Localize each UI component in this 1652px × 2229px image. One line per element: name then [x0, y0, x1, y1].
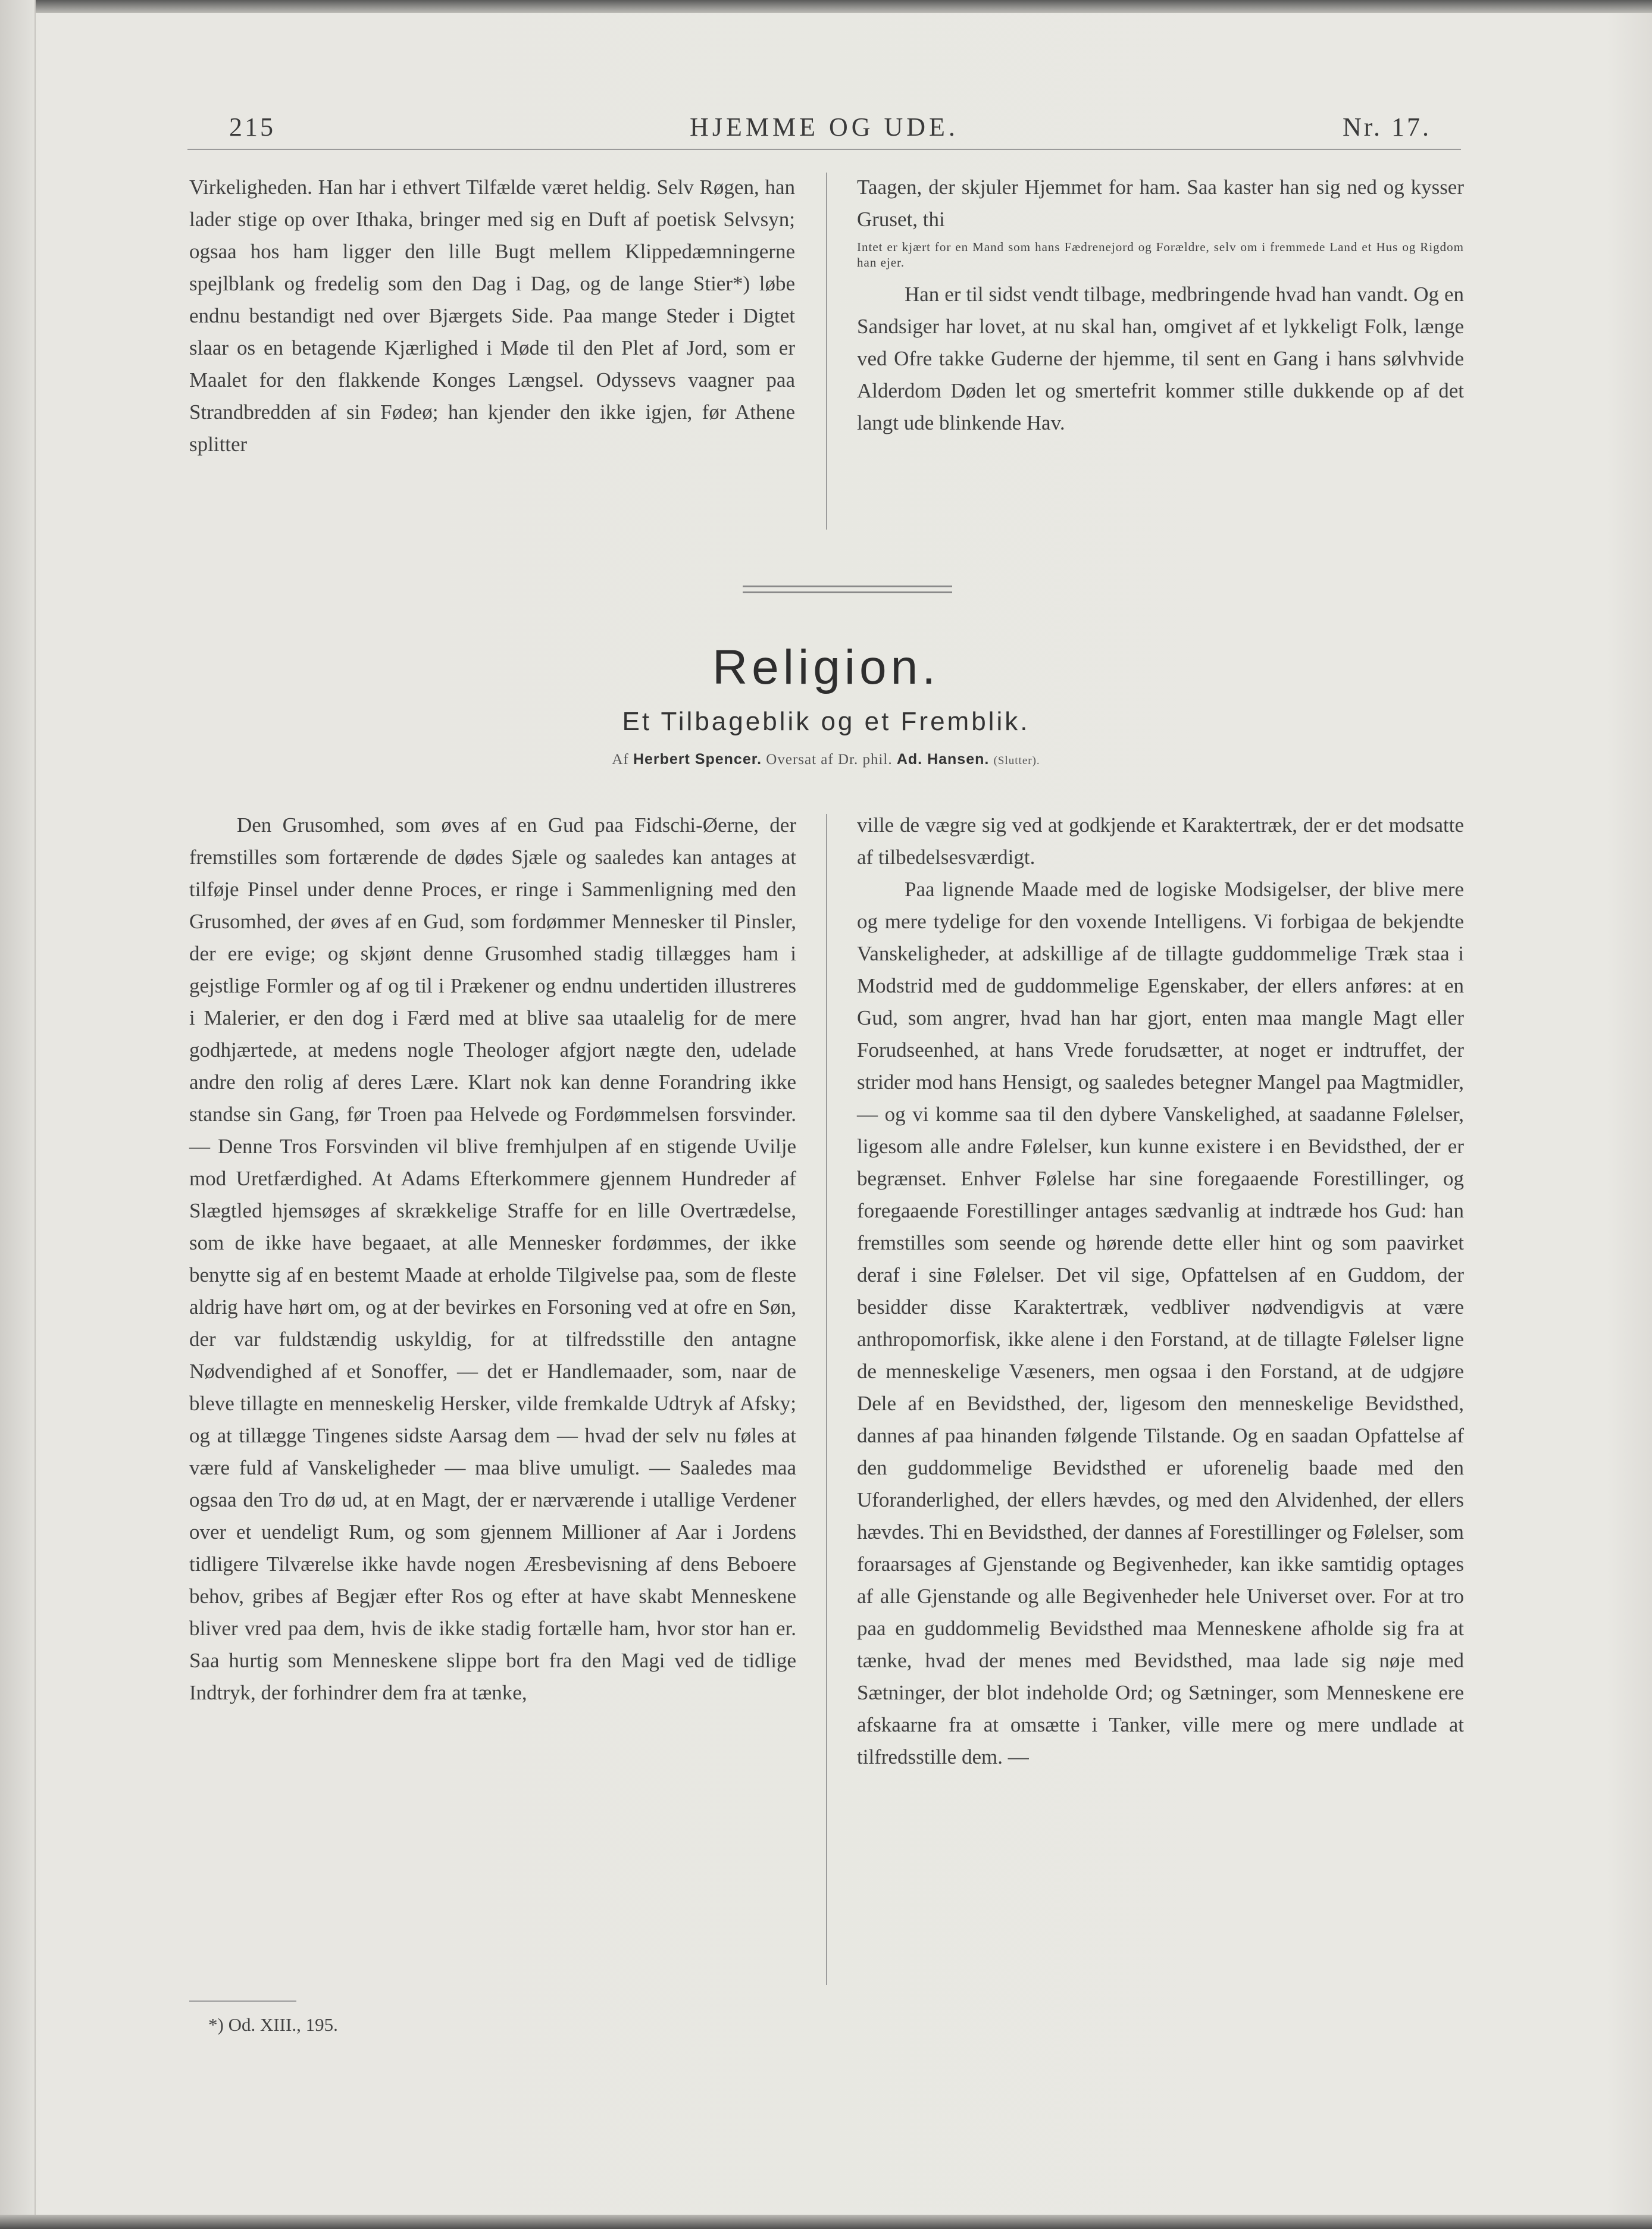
article-right-column	[857, 809, 1464, 1773]
article-title: Religion.	[712, 640, 940, 694]
paragraph: Paa lignende Maade med de logiske Modsigelser, der blive mere og mere tydelige for den voxende Intelligens. Vi forbigaa de bekjendte Vanskeligheder, at adskillige af de tillagte guddommelige Træk staa i Modstrid med de guddommelige Egenskaber, der ellers anføres: at en Gud, som angrer, hvad han har gjort, enten maa mangle Magt eller Forudseenhed, at hans Vrede forudsætter, at noget er indtruffet, der strider mod hans Hensigt, og saaledes betegner Mangel paa Magtmidler, — og vi komme saa til den dybere Vanskelighed, at saadanne Følelser, ligesom alle andre Følelser, kun kunne existere i en Bevidsthed, der er begrænset. Enhver Følelse har sine foregaaende Forestillinger, og foregaaende Forestillinger antages sædvanlig at indtræde hos Gud: han fremstilles som seende og hørende dette eller hint og som paavirket deraf i sine Følelser. Det vil sige, Opfattelsen af en Guddom, der besidder disse Karaktertræk, vedbliver nødvendigvis at være anthropomorfisk, ikke alene i den Forstand, at de tillagte Følelser ligne de menneskelige Væseners, men ogsaa i den Forstand, at de udgjøre Dele af en Bevidsthed, der, ligesom den menneskelige Bevidsthed, dannes af paa hinanden følgende Tilstande. Og en saadan Opfattelse af den guddommelige Bevidsthed er uforenelig baade med den Uforanderlighed, der ellers hævdes, og med den Alvidenhed, der ellers hævdes. Thi en Bevidsthed, der dannes af Forestillinger og Følelser, som foraarsages af Gjenstande og Begivenheder, kan ikke samtidig optages af alle Gjenstande og alle Begivenheder hele Universet over. For at tro paa en guddommelig Bevidsthed maa Menneskene afholde sig fra at tænke, hvad der menes med Bevidsthed, maa lade sig nøje med Sætninger, der blot indeholde Ord; og Sætninger, som Menneskene ere afskaarne fra at omsætte i Tanker, ville mere og mere undlade at tilfredsstille dem. —	[857, 878, 1464, 1768]
verse-quote: Intet er kjært for en Mand som hans Fædrenejord og Forældre, selv om i fremmede Land et Hus og Rigdom han ejer.	[857, 240, 1464, 270]
issue-number: Nr. 17.	[1343, 112, 1431, 142]
article-subtitle: Et Tilbageblik og et Fremblik.	[622, 707, 1030, 736]
running-header	[187, 107, 1461, 150]
column-divider	[826, 814, 827, 1985]
scan-bottom-edge	[0, 2215, 1652, 2229]
byline	[0, 751, 1652, 768]
paragraph: Den Grusomhed, som øves af en Gud paa Fidschi-Øerne, der fremstilles som fortærende de dødes Sjæle og saaledes kan antages at tilføje Pinsel under denne Proces, er ringe i Sammenligning med den Grusomhed, der øves af en Gud, som fordømmer Mennesker til Pinsler, der ere evige; og skjønt denne Grusomhed stadig tillægges ham i gejstlige Formler og af og til i Prækener og endnu undertiden illustreres i Malerier, er den dog i Færd med at blive saa utaalelig for de mere godhjærtede, at medens nogle Theologer afgjort nægte den, udelade andre den rolig af deres Lære. Klart nok kan denne Forandring ikke standse sin Gang, før Troen paa Helvede og Fordømmelsen forsvinder. — Denne Tros Forsvinden vil blive fremhjulpen af en stigende Uvilje mod Uretfærdighed. At Adams Efterkommere gjennem Hundreder af Slægtled hjemsøges af skrækkelige Straffe for en lille Overtrædelse, som de ikke have begaaet, at alle Mennesker fordømmes, der ikke benytte sig af en bestemt Maade at erholde Tilgivelse paa, som de fleste aldrig have hørt om, og at der bevirkes en Forsoning ved at ofre en Søn, der var fuldstændig uskyldig, for at tilfredsstille den antagne Nødvendighed af et Sonoffer, — det er Handlemaader, som, naar de bleve tillagte en menneskelig Hersker, vilde fremkalde Udtryk af Afsky; og at tillægge Tingenes sidste Aarsag dem — hvad der selv nu føles at være fuld af Vanskeligheder — maa blive umuligt. — Saaledes maa ogsaa den Tro dø ud, at en Magt, der er nærværende i utallige Verdener over et uendeligt Rum, og som gjennem Millioner af Aar i Jordens tidligere Tilværelse ikke havde nogen Æresbevisning af dens Beboere behov, gribes af Begjær efter Ros og efter at have skabt Menneskene bliver vred paa dem, hvis de ikke stadig fortælle ham, hvor stor han er. Saa hurtig som Menneskene slippe bort fra den Magi ved de tidlige Indtryk, der forhindrer dem fra at tænke,	[189, 813, 796, 1704]
scan-top-edge	[0, 0, 1652, 13]
paragraph: Taagen, der skjuler Hjemmet for ham. Saa kaster han sig ned og kysser Gruset, thi	[857, 176, 1464, 231]
top-left-column	[189, 171, 795, 461]
paragraph: Han er til sidst vendt tilbage, medbringende hvad han vandt. Og en Sandsiger har lovet, at nu skal han, omgivet af et lykkeligt Folk, længe ved Ofre takke Guderne der hjemme, til sent en Gang i hans sølvhvide Alderdom Døden let og smertefrit kommer stille dukkende op af det langt ude blinkende Hav.	[857, 283, 1464, 434]
column-divider	[826, 173, 827, 530]
translator-prefix: Oversat af Dr. phil.	[766, 752, 893, 768]
section-separator	[743, 591, 952, 593]
footnote: *) Od. XIII., 195.	[208, 2014, 338, 2035]
page-number: 215	[229, 112, 276, 142]
paragraph: ville de vægre sig ved at godkjende et Karaktertræk, der er det modsatte af tilbedelsesværdigt.	[857, 813, 1464, 869]
section-separator	[743, 586, 952, 587]
book-binding-edge	[0, 0, 36, 2229]
paragraph: Virkeligheden. Han har i ethvert Tilfælde været heldig. Selv Røgen, han lader stige op over Ithaka, bringer med sig en Duft af poetisk Selvsyn; ogsaa hos ham ligger den lille Bugt mellem Klippedæmningerne spejlblank og fredelig som den Dag i Dag, og de lange Stier*) løbe endnu bestandigt ned over Bjærgets Side. Paa mange Steder i Digtet slaar os en betagende Kjærlighed i Møde til den Plet af Jord, som er Maalet for den flakkende Konges Længsel. Odyssevs vaagner paa Strandbredden af sin Fødeø; han kjender den ikke igjen, før Athene splitter	[189, 176, 795, 456]
footnote-rule	[189, 2001, 296, 2002]
byline-prefix: Af	[612, 752, 629, 768]
journal-title: HJEMME OG UDE.	[690, 112, 959, 142]
continuation-note: (Slutter).	[993, 755, 1040, 767]
top-right-column	[857, 171, 1464, 439]
article-left-column	[189, 809, 796, 1709]
author-name: Herbert Spencer.	[633, 751, 762, 768]
translator-name: Ad. Hansen.	[896, 751, 990, 768]
